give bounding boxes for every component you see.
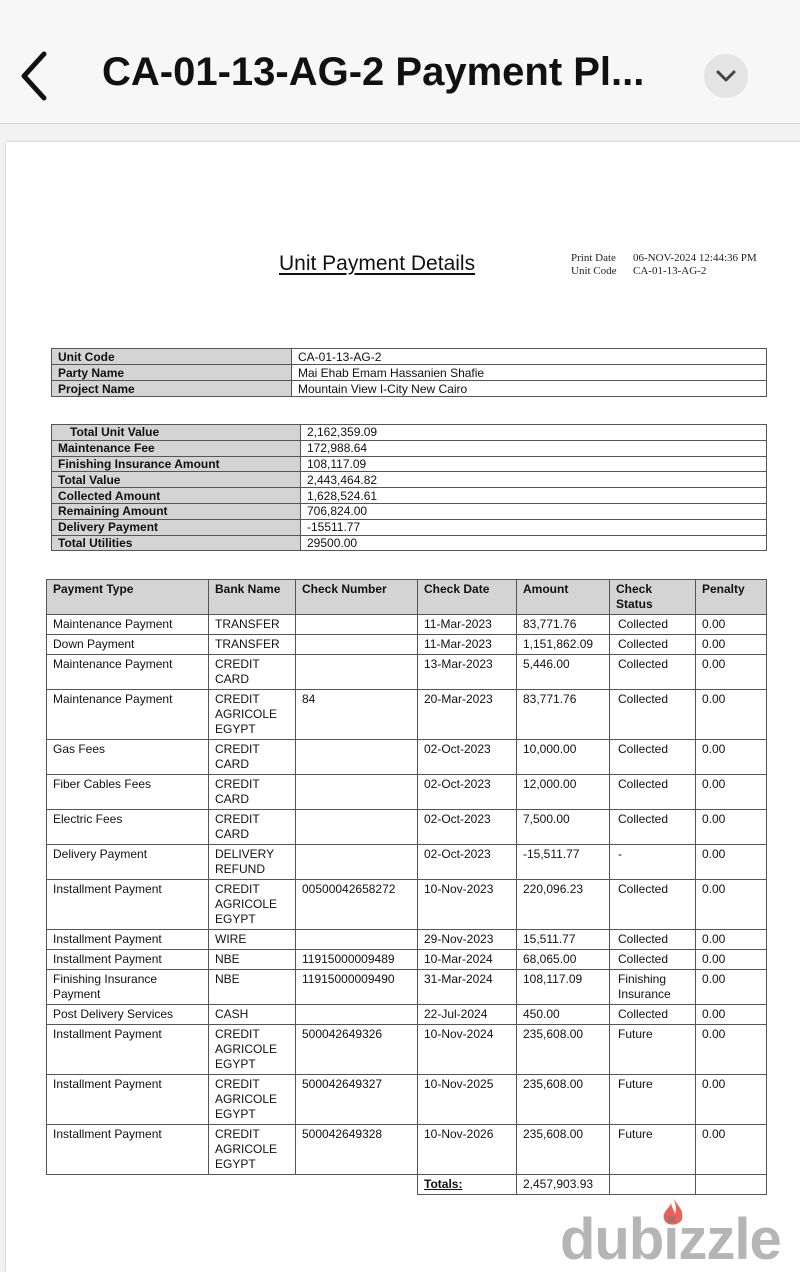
totals-label: Totals: bbox=[418, 1175, 517, 1195]
check-status-cell: Collected bbox=[610, 880, 696, 930]
info-label: Unit Code bbox=[52, 349, 292, 365]
check-date-cell: 10-Nov-2023 bbox=[418, 880, 517, 930]
check-number-cell bbox=[296, 655, 418, 690]
check-number-cell bbox=[296, 810, 418, 845]
amount-cell: 12,000.00 bbox=[517, 775, 610, 810]
bank-name-cell: CASH bbox=[209, 1005, 296, 1025]
column-header: Payment Type bbox=[47, 580, 209, 615]
payment-type-cell: Installment Payment bbox=[47, 950, 209, 970]
penalty-cell: 0.00 bbox=[696, 880, 767, 930]
check-number-cell bbox=[296, 930, 418, 950]
info-value: CA-01-13-AG-2 bbox=[292, 349, 767, 365]
column-header: Penalty bbox=[696, 580, 767, 615]
check-date-cell: 02-Oct-2023 bbox=[418, 845, 517, 880]
unit-code-value: CA-01-13-AG-2 bbox=[633, 265, 707, 277]
payments-header-row bbox=[47, 580, 767, 615]
check-status-cell: Collected bbox=[610, 810, 696, 845]
payment-type-cell: Installment Payment bbox=[47, 930, 209, 950]
bank-name-cell: TRANSFER bbox=[209, 615, 296, 635]
value-label: Total Value bbox=[52, 472, 301, 488]
penalty-cell: 0.00 bbox=[696, 635, 767, 655]
penalty-cell: 0.00 bbox=[696, 655, 767, 690]
check-number-cell bbox=[296, 740, 418, 775]
totals-empty bbox=[696, 1175, 767, 1195]
print-info bbox=[571, 252, 757, 278]
bank-name-cell: NBE bbox=[209, 950, 296, 970]
column-header: Check Status bbox=[610, 580, 696, 615]
penalty-cell: 0.00 bbox=[696, 845, 767, 880]
document-title: Unit Payment Details bbox=[279, 252, 476, 275]
table-row bbox=[47, 1005, 767, 1025]
amount-cell: 83,771.76 bbox=[517, 615, 610, 635]
payment-type-cell: Maintenance Payment bbox=[47, 615, 209, 635]
column-header: Amount bbox=[517, 580, 610, 615]
totals-row bbox=[47, 1175, 767, 1195]
table-row bbox=[47, 930, 767, 950]
payment-type-cell: Installment Payment bbox=[47, 1125, 209, 1175]
value-label: Finishing Insurance Amount bbox=[52, 456, 301, 472]
penalty-cell: 0.00 bbox=[696, 1075, 767, 1125]
check-number-cell bbox=[296, 775, 418, 810]
penalty-cell: 0.00 bbox=[696, 1025, 767, 1075]
check-number-cell bbox=[296, 635, 418, 655]
value-label: Remaining Amount bbox=[52, 503, 301, 519]
value-label: Total Utilities bbox=[52, 535, 301, 551]
payment-type-cell: Electric Fees bbox=[47, 810, 209, 845]
chevron-down-icon bbox=[704, 54, 748, 98]
payment-type-cell: Delivery Payment bbox=[47, 845, 209, 880]
check-number-cell: 500042649328 bbox=[296, 1125, 418, 1175]
print-date-value: 06-NOV-2024 12:44:36 PM bbox=[633, 252, 757, 264]
check-number-cell: 11915000009489 bbox=[296, 950, 418, 970]
bank-name-cell: DELIVERY REFUND bbox=[209, 845, 296, 880]
check-date-cell: 02-Oct-2023 bbox=[418, 740, 517, 775]
value-amount: -15511.77 bbox=[301, 519, 767, 535]
check-date-cell: 11-Mar-2023 bbox=[418, 615, 517, 635]
chevron-left-icon bbox=[10, 44, 62, 108]
amount-cell: 235,608.00 bbox=[517, 1125, 610, 1175]
amount-cell: 68,065.00 bbox=[517, 950, 610, 970]
payment-type-cell: Post Delivery Services bbox=[47, 1005, 209, 1025]
title-dropdown-button[interactable] bbox=[704, 54, 748, 98]
amount-cell: 7,500.00 bbox=[517, 810, 610, 845]
check-number-cell bbox=[296, 615, 418, 635]
amount-cell: 1,151,862.09 bbox=[517, 635, 610, 655]
check-status-cell: Collected bbox=[610, 775, 696, 810]
check-date-cell: 20-Mar-2023 bbox=[418, 690, 517, 740]
check-status-cell: Finishing Insurance bbox=[610, 970, 696, 1005]
column-header: Bank Name bbox=[209, 580, 296, 615]
table-row bbox=[47, 1125, 767, 1175]
amount-cell: 220,096.23 bbox=[517, 880, 610, 930]
value-label: Total Unit Value bbox=[52, 425, 301, 441]
check-date-cell: 10-Nov-2026 bbox=[418, 1125, 517, 1175]
table-row bbox=[47, 1075, 767, 1125]
value-label: Maintenance Fee bbox=[52, 440, 301, 456]
unit-info-table bbox=[51, 348, 767, 397]
amount-cell: 5,446.00 bbox=[517, 655, 610, 690]
check-status-cell: Collected bbox=[610, 740, 696, 775]
penalty-cell: 0.00 bbox=[696, 690, 767, 740]
check-status-cell: Collected bbox=[610, 655, 696, 690]
table-row bbox=[47, 970, 767, 1005]
check-number-cell: 84 bbox=[296, 690, 418, 740]
bank-name-cell: NBE bbox=[209, 970, 296, 1005]
value-row bbox=[52, 519, 767, 535]
info-row bbox=[52, 365, 767, 381]
amount-cell: 235,608.00 bbox=[517, 1075, 610, 1125]
value-amount: 108,117.09 bbox=[301, 456, 767, 472]
info-label: Party Name bbox=[52, 365, 292, 381]
penalty-cell: 0.00 bbox=[696, 810, 767, 845]
bank-name-cell: CREDIT CARD bbox=[209, 810, 296, 845]
check-number-cell: 11915000009490 bbox=[296, 970, 418, 1005]
info-row bbox=[52, 349, 767, 365]
check-status-cell: Collected bbox=[610, 1005, 696, 1025]
check-date-cell: 10-Nov-2024 bbox=[418, 1025, 517, 1075]
back-button[interactable] bbox=[10, 44, 62, 108]
check-date-cell: 29-Nov-2023 bbox=[418, 930, 517, 950]
check-date-cell: 02-Oct-2023 bbox=[418, 775, 517, 810]
value-row bbox=[52, 456, 767, 472]
bank-name-cell: CREDIT AGRICOLE EGYPT bbox=[209, 690, 296, 740]
check-status-cell: Collected bbox=[610, 950, 696, 970]
table-row bbox=[47, 635, 767, 655]
top-bar bbox=[0, 0, 800, 124]
payment-type-cell: Fiber Cables Fees bbox=[47, 775, 209, 810]
info-value: Mountain View I-City New Cairo bbox=[292, 381, 767, 397]
payment-type-cell: Maintenance Payment bbox=[47, 690, 209, 740]
check-date-cell: 22-Jul-2024 bbox=[418, 1005, 517, 1025]
amount-cell: 15,511.77 bbox=[517, 930, 610, 950]
table-row bbox=[47, 950, 767, 970]
bank-name-cell: CREDIT AGRICOLE EGYPT bbox=[209, 1125, 296, 1175]
payments-table bbox=[46, 579, 767, 1195]
penalty-cell: 0.00 bbox=[696, 970, 767, 1005]
table-row bbox=[47, 615, 767, 635]
table-row bbox=[47, 810, 767, 845]
document-page bbox=[6, 142, 800, 1272]
table-row bbox=[47, 740, 767, 775]
value-row bbox=[52, 503, 767, 519]
check-date-cell: 10-Mar-2024 bbox=[418, 950, 517, 970]
value-row bbox=[52, 472, 767, 488]
check-status-cell: Future bbox=[610, 1025, 696, 1075]
value-amount: 2,162,359.09 bbox=[301, 425, 767, 441]
value-row bbox=[52, 488, 767, 504]
info-row bbox=[52, 381, 767, 397]
penalty-cell: 0.00 bbox=[696, 1005, 767, 1025]
bank-name-cell: CREDIT AGRICOLE EGYPT bbox=[209, 1075, 296, 1125]
amount-cell: 235,608.00 bbox=[517, 1025, 610, 1075]
check-number-cell bbox=[296, 845, 418, 880]
value-amount: 706,824.00 bbox=[301, 503, 767, 519]
check-status-cell: Future bbox=[610, 1125, 696, 1175]
bank-name-cell: WIRE bbox=[209, 930, 296, 950]
value-amount: 2,443,464.82 bbox=[301, 472, 767, 488]
check-number-cell: 500042649327 bbox=[296, 1075, 418, 1125]
payment-type-cell: Installment Payment bbox=[47, 880, 209, 930]
payment-type-cell: Finishing Insurance Payment bbox=[47, 970, 209, 1005]
totals-spacer bbox=[47, 1175, 418, 1195]
check-date-cell: 31-Mar-2024 bbox=[418, 970, 517, 1005]
amount-cell: -15,511.77 bbox=[517, 845, 610, 880]
watermark-text: dubizzle bbox=[560, 1207, 781, 1272]
amount-cell: 108,117.09 bbox=[517, 970, 610, 1005]
payment-type-cell: Down Payment bbox=[47, 635, 209, 655]
amount-cell: 83,771.76 bbox=[517, 690, 610, 740]
payment-type-cell: Installment Payment bbox=[47, 1075, 209, 1125]
table-row bbox=[47, 690, 767, 740]
table-row bbox=[47, 845, 767, 880]
bank-name-cell: CREDIT CARD bbox=[209, 775, 296, 810]
check-number-cell bbox=[296, 1005, 418, 1025]
penalty-cell: 0.00 bbox=[696, 950, 767, 970]
column-header: Check Number bbox=[296, 580, 418, 615]
payment-type-cell: Maintenance Payment bbox=[47, 655, 209, 690]
check-status-cell: Future bbox=[610, 1075, 696, 1125]
penalty-cell: 0.00 bbox=[696, 1125, 767, 1175]
check-date-cell: 13-Mar-2023 bbox=[418, 655, 517, 690]
penalty-cell: 0.00 bbox=[696, 775, 767, 810]
check-status-cell: Collected bbox=[610, 930, 696, 950]
table-row bbox=[47, 775, 767, 810]
bank-name-cell: CREDIT CARD bbox=[209, 655, 296, 690]
watermark bbox=[558, 1196, 798, 1272]
unit-code-label: Unit Code bbox=[571, 265, 617, 277]
value-row bbox=[52, 425, 767, 441]
value-amount: 29500.00 bbox=[301, 535, 767, 551]
bank-name-cell: CREDIT AGRICOLE EGYPT bbox=[209, 1025, 296, 1075]
table-row bbox=[47, 655, 767, 690]
info-value: Mai Ehab Emam Hassanien Shafie bbox=[292, 365, 767, 381]
check-date-cell: 02-Oct-2023 bbox=[418, 810, 517, 845]
table-row bbox=[47, 1025, 767, 1075]
payment-type-cell: Installment Payment bbox=[47, 1025, 209, 1075]
value-row bbox=[52, 535, 767, 551]
check-status-cell: Collected bbox=[610, 690, 696, 740]
check-date-cell: 10-Nov-2025 bbox=[418, 1075, 517, 1125]
check-status-cell: Collected bbox=[610, 615, 696, 635]
bank-name-cell: CREDIT AGRICOLE EGYPT bbox=[209, 880, 296, 930]
check-status-cell: Collected bbox=[610, 635, 696, 655]
bank-name-cell: TRANSFER bbox=[209, 635, 296, 655]
payment-type-cell: Gas Fees bbox=[47, 740, 209, 775]
value-amount: 1,628,524.61 bbox=[301, 488, 767, 504]
value-row bbox=[52, 440, 767, 456]
check-number-cell: 500042649326 bbox=[296, 1025, 418, 1075]
value-label: Delivery Payment bbox=[52, 519, 301, 535]
check-date-cell: 11-Mar-2023 bbox=[418, 635, 517, 655]
info-label: Project Name bbox=[52, 381, 292, 397]
check-number-cell: 00500042658272 bbox=[296, 880, 418, 930]
value-label: Collected Amount bbox=[52, 488, 301, 504]
value-amount: 172,988.64 bbox=[301, 440, 767, 456]
check-status-cell: - bbox=[610, 845, 696, 880]
unit-value-table bbox=[51, 424, 767, 551]
penalty-cell: 0.00 bbox=[696, 930, 767, 950]
totals-empty bbox=[610, 1175, 696, 1195]
bank-name-cell: CREDIT CARD bbox=[209, 740, 296, 775]
column-header: Check Date bbox=[418, 580, 517, 615]
page-title: CA-01-13-AG-2 Payment Pl... bbox=[102, 50, 645, 94]
amount-cell: 10,000.00 bbox=[517, 740, 610, 775]
penalty-cell: 0.00 bbox=[696, 615, 767, 635]
amount-cell: 450.00 bbox=[517, 1005, 610, 1025]
print-date-label: Print Date bbox=[571, 252, 616, 264]
penalty-cell: 0.00 bbox=[696, 740, 767, 775]
totals-value: 2,457,903.93 bbox=[517, 1175, 610, 1195]
table-row bbox=[47, 880, 767, 930]
